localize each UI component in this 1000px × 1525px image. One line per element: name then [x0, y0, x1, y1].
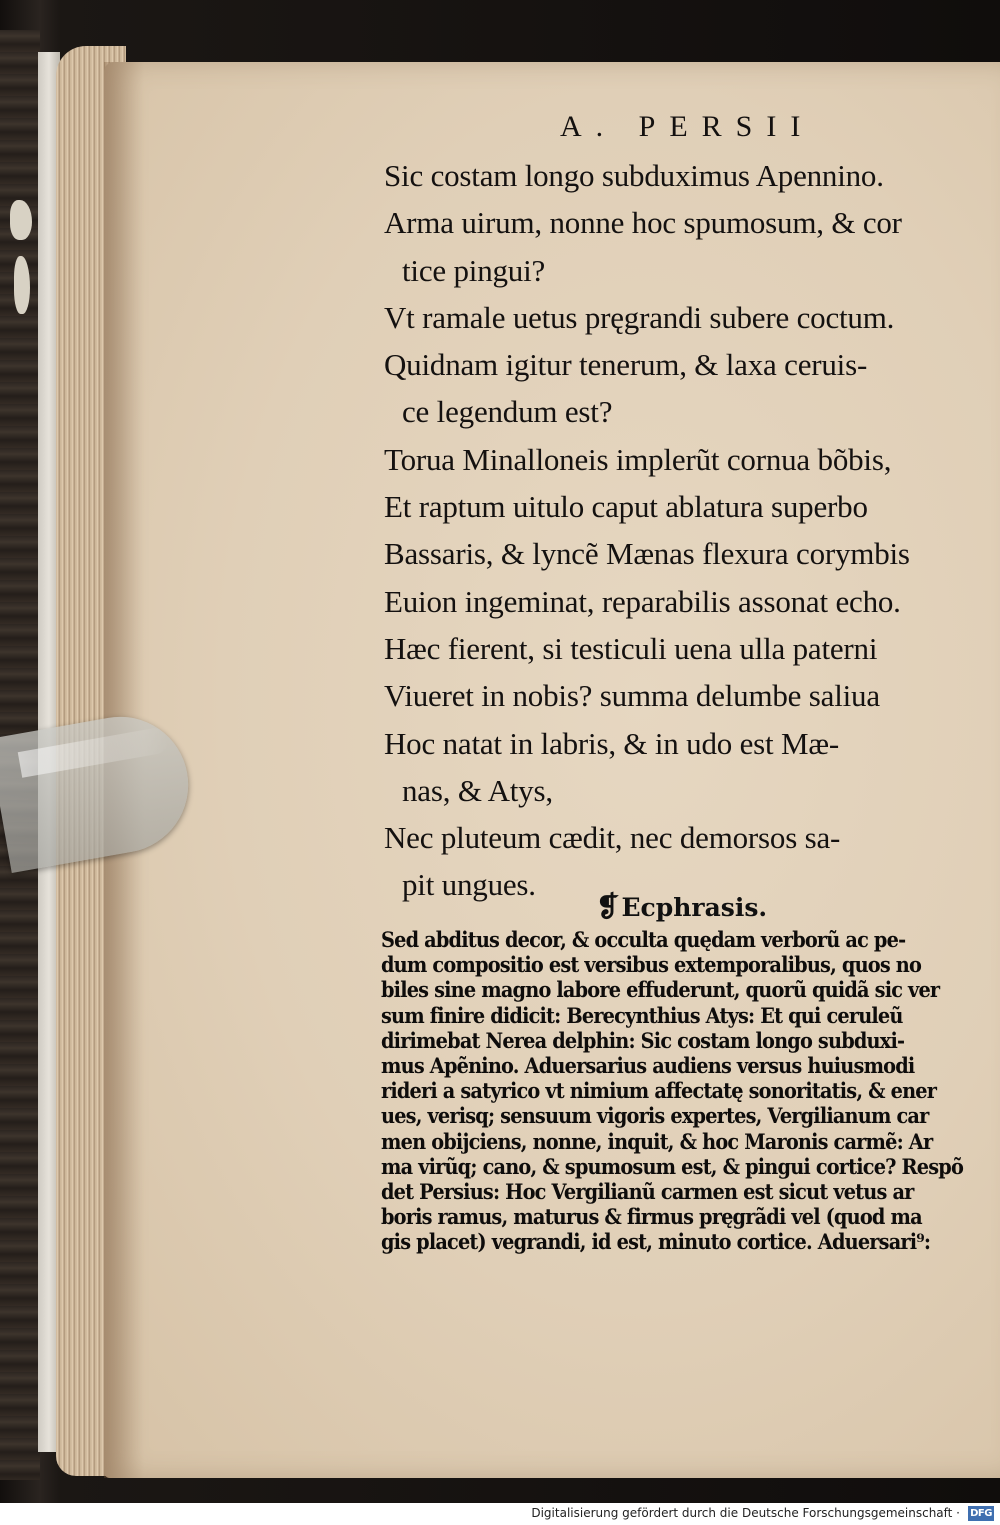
verse-line: Torua Minalloneis implerũt cornua bõbis, — [384, 441, 892, 477]
commentary-line: rideri a satyrico vt nimium affectatę sonoritatis, & ener — [381, 1078, 937, 1104]
commentary-line: sum finire didicit: Berecynthius Atys: Et qui ceruleũ — [381, 1002, 903, 1028]
verse-block — [384, 152, 984, 909]
verse-line: pit ungues. — [402, 867, 536, 903]
verse-line: Arma uirum, nonne hoc spumosum, & cor — [384, 205, 902, 241]
footer-bar — [0, 1503, 1000, 1525]
verse-line: Vt ramale uetus pręgrandi subere coctum. — [384, 299, 895, 335]
commentary-line: dirimebat Nerea delphin: Sic costam longo subduxi- — [381, 1027, 905, 1053]
verse-line: Et raptum uitulo caput ablatura superbo — [384, 489, 868, 525]
verse-line: tice pingui? — [402, 252, 546, 288]
commentary-line: det Persius: Hoc Vergilianũ carmen est sicut vetus ar — [381, 1178, 914, 1204]
commentary-line: Sed abditus decor, & occulta quędam verborũ ac pe- — [381, 927, 906, 952]
commentary-line: men obijciens, nonne, inquit, & hoc Maronis carmẽ: Ar — [381, 1128, 933, 1154]
section-heading — [596, 890, 796, 923]
verse-line: Quidnam igitur tenerum, & laxa ceruis- — [384, 347, 868, 383]
commentary-line: gis placet) vegrandi, id est, minuto cortice. Aduersari⁹: — [381, 1229, 931, 1255]
verse-line: Hoc natat in labris, & in udo est Mæ- — [384, 725, 839, 761]
commentary-block — [381, 927, 981, 1254]
running-head: A. PERSII — [560, 110, 815, 143]
commentary-line: mus Apẽnino. Aduersarius audiens versus huiusmodi — [381, 1052, 915, 1078]
verse-line: ce legendum est? — [402, 394, 613, 430]
dfg-logo: DFG — [968, 1506, 994, 1521]
commentary-line: dum compositio est versibus extemporalibus, quos no — [381, 952, 922, 978]
footer-credit: Digitalisierung gefördert durch die Deutsche Forschungsgemeinschaft · — [531, 1506, 960, 1520]
commentary-line: ues, verisq; sensuum vigoris expertes, Vergilianum car — [381, 1103, 929, 1129]
verse-line: Viueret in nobis? summa delumbe saliua — [384, 678, 880, 714]
verse-line: Sic costam longo subduximus Apennino. — [384, 158, 884, 193]
commentary-line: biles sine magno labore effuderunt, quorũ quidã sic ver — [381, 977, 940, 1003]
commentary-line: boris ramus, maturus & firmus pręgrãdi vel (quod ma — [381, 1204, 922, 1230]
verse-line: Euion ingeminat, reparabilis assonat echo. — [384, 583, 901, 619]
verse-line: Hæc fierent, si testiculi uena ulla paterni — [384, 630, 878, 666]
pilcrow-icon: ❡ — [596, 890, 620, 923]
verse-line: Nec pluteum cædit, nec demorsos sa- — [384, 820, 841, 856]
verse-line: nas, & Atys, — [402, 772, 553, 808]
section-heading-text: Ecphrasis. — [621, 893, 768, 922]
verse-line: Bassaris, & lyncẽ Mænas flexura corymbis — [384, 536, 910, 572]
commentary-line: ma virũq; cano, & spumosum est, & pingui cortice? Respõ — [381, 1153, 964, 1179]
